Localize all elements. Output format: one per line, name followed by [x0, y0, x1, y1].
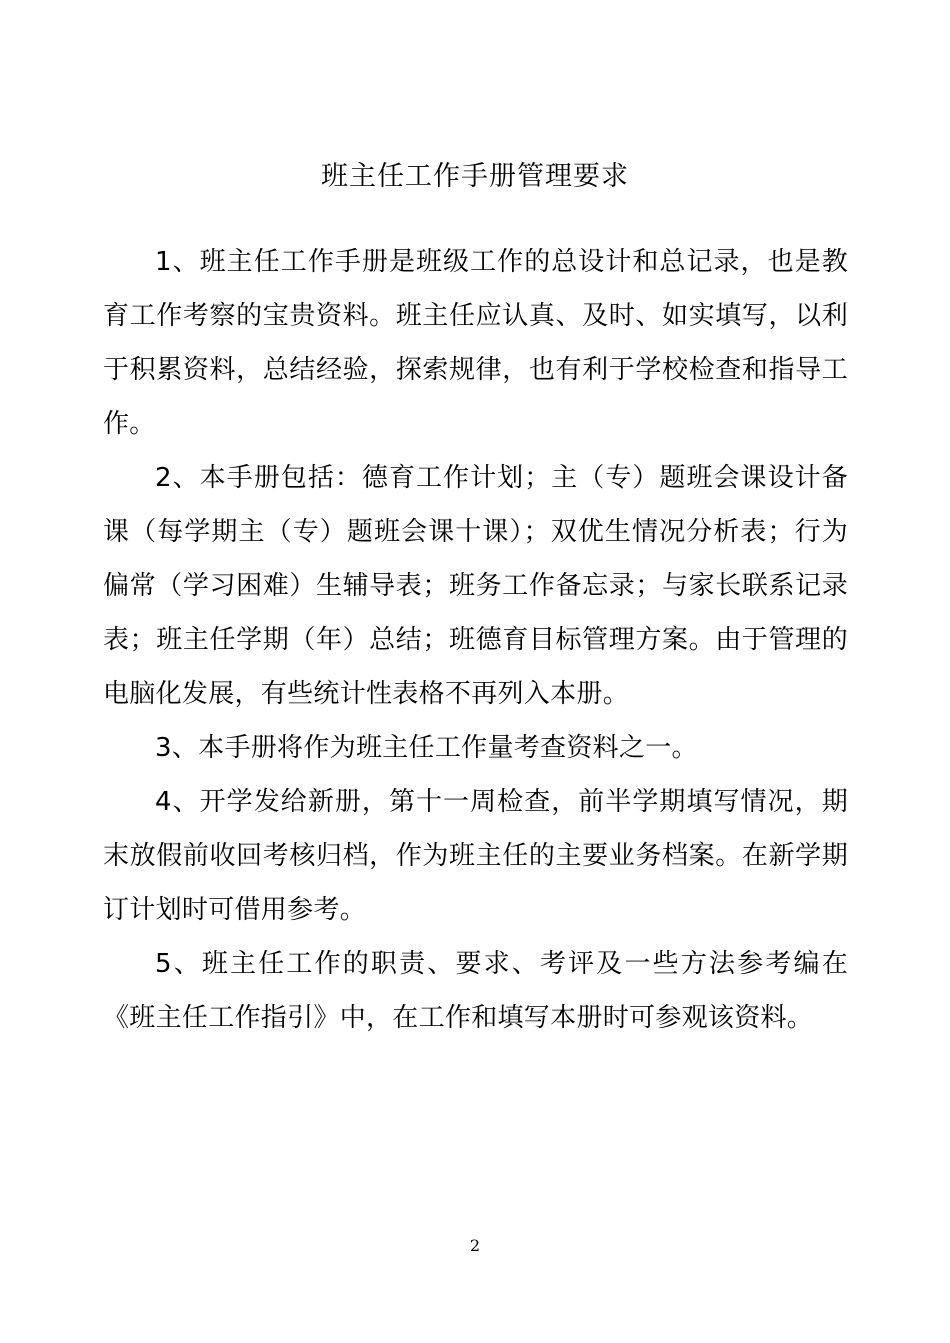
paragraph-4: 4、开学发给新册，第十一周检查，前半学期填写情况，期末放假前收回考核归档，作为班主任的主要业务档案。在新学期订计划时可借用参考。 — [103, 787, 848, 925]
page-number: 2 — [469, 1236, 481, 1255]
paragraph-2: 2、本手册包括：德育工作计划；主（专）题班会课设计备课（每学期主（专）题班会课十课）；双优生情况分析表；行为偏常（学习困难）生辅导表；班务工作备忘录；与家长联系记录表；班主任学期（年）总结；班德育目标管理方案。由于管理的电脑化发展，有些统计性表格不再列入本册。 — [103, 463, 848, 709]
paragraph-3: 3、本手册将作为班主任工作量考查资料之一。 — [155, 733, 698, 763]
paragraph-1: 1、班主任工作手册是班级工作的总设计和总记录，也是教育工作考察的宝贵资料。班主任应认真、及时、如实填写，以利于积累资料，总结经验，探索规律，也有利于学校检查和指导工作。 — [103, 247, 848, 439]
paragraph-5: 5、班主任工作的职责、要求、考评及一些方法参考编在《班主任工作指引》中，在工作和填写本册时可参观该资料。 — [103, 949, 848, 1033]
document-body — [103, 235, 848, 1045]
document-title: 班主任工作手册管理要求 — [321, 161, 629, 192]
